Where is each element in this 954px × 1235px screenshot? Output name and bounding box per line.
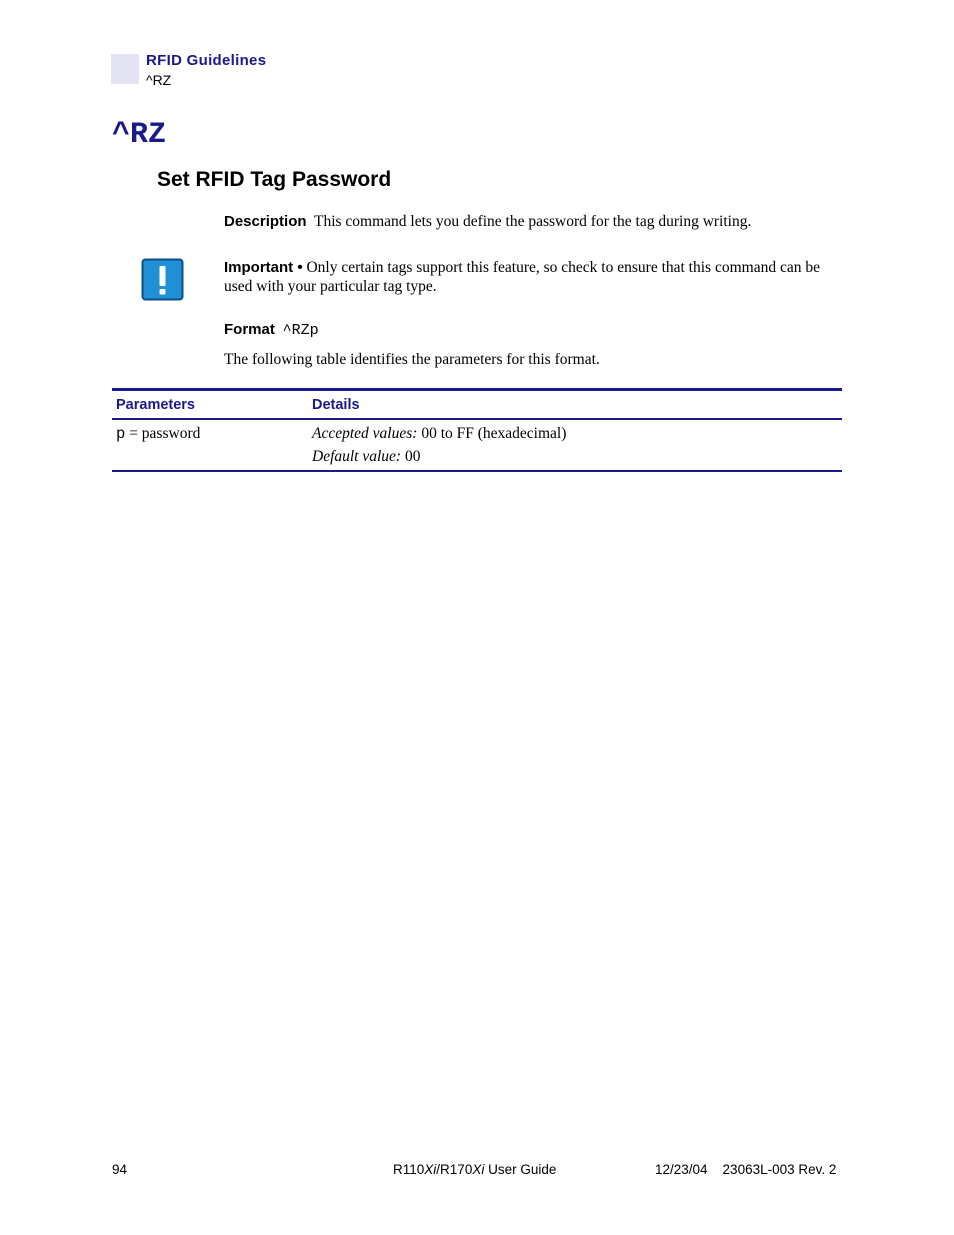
footer-guide-xi: Xi [472,1162,485,1177]
command-title: ^RZ [112,118,167,152]
running-header-section: RFID Guidelines [146,52,267,69]
footer-date-revision: 12/23/04 23063L-003 Rev. 2 [655,1162,837,1177]
footer-guide-title [393,1162,556,1177]
parameters-table [112,388,842,472]
format-label: Format [224,321,275,338]
default-value-value: 00 [404,448,421,465]
footer-page-number: 94 [112,1162,128,1177]
description-label: Description [224,213,307,230]
footer-guide-prefix: R110 [393,1162,425,1177]
parameter-description: = password [129,425,201,442]
important-note [224,258,839,296]
footer-guide-suffix: User Guide [484,1162,557,1177]
running-header-subsection: ^RZ [146,72,172,88]
accepted-values-value: 00 to FF (hexadecimal) [421,425,567,442]
table-header-row [112,391,842,420]
parameter-code: p [116,425,126,443]
important-label: Important • [224,259,303,276]
table-row [112,420,842,470]
format-code: ^RZp [282,322,319,339]
command-subtitle: Set RFID Tag Password [157,168,392,191]
details-cell [312,422,566,468]
important-text: Only certain tags support this feature, so check to ensure that this command can be used with your particular tag type. [224,259,820,295]
table-intro: The following table identifies the parameters for this format. [224,351,600,368]
table-header-details: Details [312,396,360,413]
default-value-label: Default value: [312,448,402,465]
format-line [224,320,319,340]
accepted-values-label: Accepted values: [312,425,418,442]
footer-guide-mid: /R170 [436,1162,473,1177]
table-header-parameters: Parameters [116,396,195,413]
parameter-cell [112,422,312,468]
accepted-values-line [312,422,566,445]
header-tab-marker [111,54,139,84]
footer-guide-xi: Xi [424,1162,437,1177]
description-paragraph [224,212,751,231]
exclamation-icon [141,258,184,301]
description-text: This command lets you define the password for the tag during writing. [314,213,752,230]
default-value-line [312,445,566,468]
